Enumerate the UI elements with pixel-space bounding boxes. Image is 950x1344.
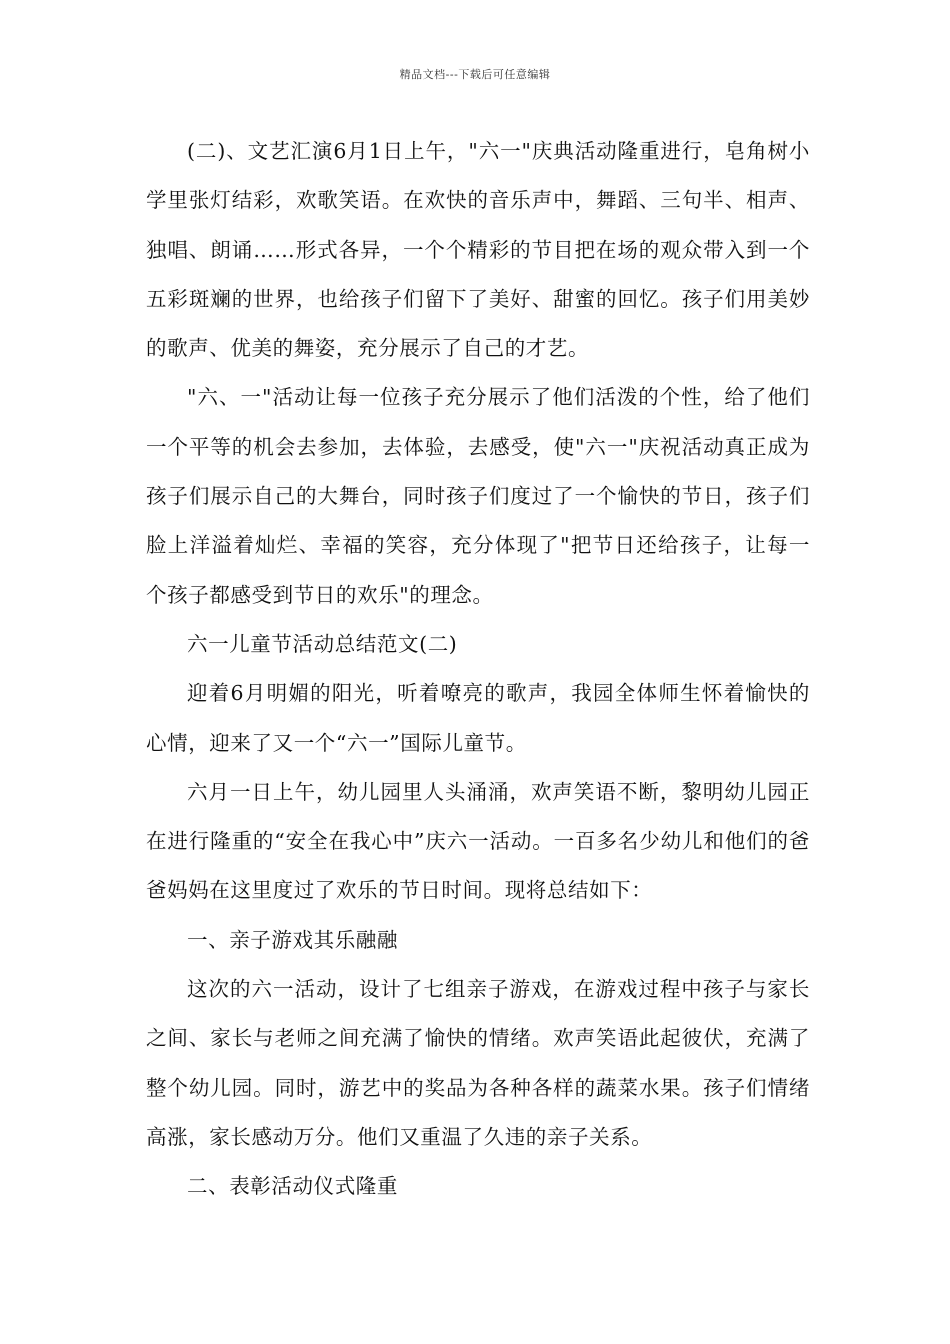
document-body: [146, 127, 810, 1212]
paragraph-intro: 迎着6月明媚的阳光，听着嘹亮的歌声，我园全体师生怀着愉快的心情，迎来了又一个“六一”国际儿童节。: [146, 681, 810, 755]
paragraph-activity-summary: "六、一"活动让每一位孩子充分展示了他们活泼的个性，给了他们一个平等的机会去参加，去体验，去感受，使"六一"庆祝活动真正成为孩子们展示自己的大舞台，同时孩子们度过了一个愉快的节日，孩子们脸上洋溢着灿烂、幸福的笑容，充分体现了"把节日还给孩子，让每一个孩子都感受到节日的欢乐"的理念。: [146, 385, 810, 607]
heading-award-ceremony: 二、表彰活动仪式隆重: [187, 1174, 398, 1199]
paragraph-games-detail: 这次的六一活动，设计了七组亲子游戏，在游戏过程中孩子与家长之间、家长与老师之间充满了愉快的情绪。欢声笑语此起彼伏，充满了整个幼儿园。同时，游艺中的奖品为各种各样的蔬菜水果。孩子们情绪高涨，家长感动万分。他们又重温了久违的亲子关系。: [146, 977, 810, 1149]
paragraph-morning-event: 六月一日上午，幼儿园里人头涌涌，欢声笑语不断，黎明幼儿园正在进行隆重的“安全在我心中”庆六一活动。一百多名少幼儿和他们的爸爸妈妈在这里度过了欢乐的节日时间。现将总结如下：: [146, 779, 810, 903]
section-title-sample-two: 六一儿童节活动总结范文(二): [187, 631, 458, 656]
heading-parent-child-games: 一、亲子游戏其乐融融: [187, 927, 398, 952]
page-header: 精品文档---下载后可任意编辑: [399, 68, 551, 81]
paragraph-performance: (二)、文艺汇演6月1日上午，"六一"庆典活动隆重进行，皂角树小学里张灯结彩，欢歌笑语。在欢快的音乐声中，舞蹈、三句半、相声、独唱、朗诵……形式各异，一个个精彩的节目把在场的观众带入到一个五彩斑斓的世界，也给孩子们留下了美好、甜蜜的回忆。孩子们用美妙的歌声、优美的舞姿，充分展示了自己的才艺。: [146, 139, 810, 361]
